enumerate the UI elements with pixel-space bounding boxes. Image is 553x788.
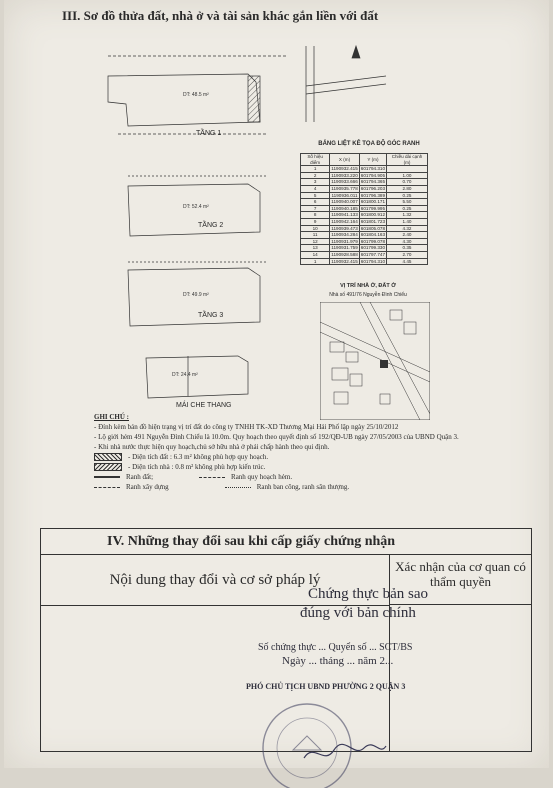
table-cell: 4.32 [387,225,428,232]
table-row [301,245,428,252]
note-line: - Đính kèm bản đồ hiện trạng vị trí đất do công ty TNHH TK-XD Thương Mại Hải Phố lập ngày 25/10/2012 [94,423,399,431]
legend-row [94,462,474,472]
floor3-label: TẦNG 3 [198,312,224,319]
table-cell: 11 [301,232,330,239]
stamp-line-2: đúng với bản chính [300,605,416,621]
floor1-hatch [248,76,260,122]
table-cell: 1190940.007 [331,199,358,205]
col-header: X (m) [330,154,359,166]
dash-legend-icon [199,477,225,478]
table-cell: 6 [301,199,330,206]
table-row [301,232,428,239]
table-cell [387,166,428,173]
table-cell: 601796.389 [360,192,386,198]
legend-text: - Diện tích nhà : 0.8 m² không phù hợp kiến trúc. [128,463,266,471]
legend-row [94,452,474,462]
table-cell: 601800.912 [360,212,386,218]
table-row [301,218,428,225]
table-cell: 1190939.473 [331,225,358,231]
table-cell: 1190935.778 [331,185,358,191]
table-cell: 4 [301,185,330,192]
changes-col-authority: Xác nhận của cơ quan có thẩm quyền [390,555,531,605]
table-cell: 2.40 [387,232,428,239]
table-cell: 601801.723 [360,218,386,224]
column-divider [389,605,390,751]
legend-text: - Diện tích đất : 6.3 m² không phù hợp quy hoạch. [128,453,269,461]
table-cell: 14 [301,251,330,258]
table-cell: 2.80 [387,185,428,192]
legend-text: Ranh quy hoạch hẻm. [231,473,293,481]
table-cell: 601799.078 [360,238,386,244]
table-row [301,258,428,265]
table-cell: 601794.905 [360,172,386,178]
dashed-line-legend-icon [94,487,120,488]
table-cell: 601796.203 [360,185,386,191]
roof-label: MÁI CHE THANG [176,402,232,409]
stamp-number: Số chứng thực ... Quyển số ... SCT/BS [258,642,413,653]
table-cell: 1190936.011 [331,192,358,198]
location-address: Nhà số 491/76 Nguyễn Đình Chiểu [329,292,407,298]
table-cell: 3 [301,179,330,186]
table-cell: 1.32 [387,212,428,219]
stamp-signer: PHÓ CHỦ TỊCH UBND PHƯỜNG 2 QUẬN 3 [246,682,406,691]
legend-text: Ranh ban công, ranh sân thượng. [256,483,350,491]
col-header: Số hiệu điểm [301,154,330,166]
table-row [301,205,428,212]
note-line: - Lộ giới hẻm 491 Nguyễn Đình Chiểu là 10.0m. Quy hoạch theo quyết định số 192/QĐ-UB ngày 27/05/2003 của UBND Quận 3. [94,433,459,441]
crosshatch-legend-icon [94,463,122,471]
table-cell: 1190932.415 [331,258,358,264]
table-cell: 0.35 [387,245,428,252]
table-cell: 4.45 [387,258,428,265]
table-cell: 1190934.284 [331,232,358,238]
location-title: VỊ TRÍ NHÀ Ở, ĐẤT Ở [340,283,396,289]
floor2-label: TẦNG 2 [198,222,224,229]
solid-line-legend-icon [94,476,120,478]
svg-text:DT: 24.4 m²: DT: 24.4 m² [172,372,198,378]
location-map [320,302,430,420]
table-cell: 601804.163 [360,232,386,238]
svg-text:DT: 49.9 m²: DT: 49.9 m² [183,292,209,298]
table-cell: 1190928.588 [331,251,358,257]
table-cell: 601794.310 [360,166,386,172]
table-row [301,212,428,219]
notes-heading: GHI CHÚ : [94,413,129,421]
table-row [301,251,428,258]
table-cell: 1190932.415 [331,166,358,172]
table-cell: 601805.078 [360,225,386,231]
table-row [301,179,428,186]
table-cell: 1190941.133 [331,212,358,218]
note-line: - Khi nhà nước thực hiện quy hoạch,chủ sở hữu nhà ở phải chấp hành theo qui định. [94,443,330,451]
table-cell: 10 [301,225,330,232]
table-row [301,225,428,232]
table-cell: 8 [301,212,330,219]
stamp-date: Ngày ... tháng ... năm 2... [282,655,394,667]
table-cell: 1190933.666 [331,179,358,185]
table-cell: 4.30 [387,238,428,245]
dot-legend-icon [225,487,251,488]
table-cell: 12 [301,238,330,245]
table-cell: 1190933.220 [331,172,358,178]
table-row [301,172,428,179]
table-row [301,238,428,245]
table-cell: 601797.747 [360,251,386,257]
table-cell: 2 [301,172,330,179]
property-marker [380,360,388,368]
legend-row [94,482,474,492]
table-cell: 0.70 [387,179,428,186]
table-cell: 601799.995 [360,205,386,211]
table-cell: 0.25 [387,192,428,199]
table-cell: 7 [301,205,330,212]
floor2-outline [128,184,260,236]
legend-text: Ranh đất; [126,473,154,481]
table-cell: 1 [301,166,330,173]
legend-text: Ranh xây dựng [126,483,169,491]
table-row [301,199,428,206]
table-cell: 601794.310 [360,258,386,264]
table-row [301,185,428,192]
handwritten-signature [300,738,390,768]
col-header: Chiều dài cạnh (m) [387,154,428,166]
table-cell: 601800.171 [360,199,386,205]
floor1-label: TẦNG 1 [196,130,222,137]
north-arrow-icon [352,46,360,58]
floor1-outline [108,74,260,126]
table-cell: 1190942.164 [331,218,358,224]
notes-section [94,412,474,492]
legend-row [94,472,474,482]
coord-table-title: BẢNG LIỆT KÊ TỌA ĐỘ GÓC RANH [318,141,420,147]
section-title: III. Sơ đồ thửa đất, nhà ở và tài sản khác gắn liền với đất [62,8,379,23]
changes-col-content: Nội dung thay đổi và cơ sở pháp lý [41,555,390,606]
table-cell: 1190931.979 [331,238,358,244]
table-cell: 1190940.185 [331,205,358,211]
svg-text:DT: 52.4 m²: DT: 52.4 m² [183,204,209,210]
table-cell: 5 [301,192,330,199]
table-cell: 2.70 [387,251,428,258]
table-cell: 9 [301,218,330,225]
table-row [301,166,428,173]
stamp-line-1: Chứng thực bản sao [308,586,428,602]
changes-title: IV. Những thay đổi sau khi cấp giấy chứng nhận [41,529,531,555]
table-cell: 13 [301,245,330,252]
svg-text:DT: 48.5 m²: DT: 48.5 m² [183,92,209,98]
table-cell: 1.40 [387,218,428,225]
col-header: Y (m) [359,154,386,166]
table-cell: 601794.365 [360,179,386,185]
coord-table [300,153,428,265]
table-cell: 5.50 [387,199,428,206]
table-cell: 1190931.759 [331,245,358,251]
hatch-legend-icon [94,453,122,461]
table-cell: 601799.330 [360,245,386,251]
table-cell: 0.25 [387,205,428,212]
table-row [301,192,428,199]
table-cell: 1.00 [387,172,428,179]
street-orientation-diagram [296,36,396,132]
table-cell: 1 [301,258,330,265]
